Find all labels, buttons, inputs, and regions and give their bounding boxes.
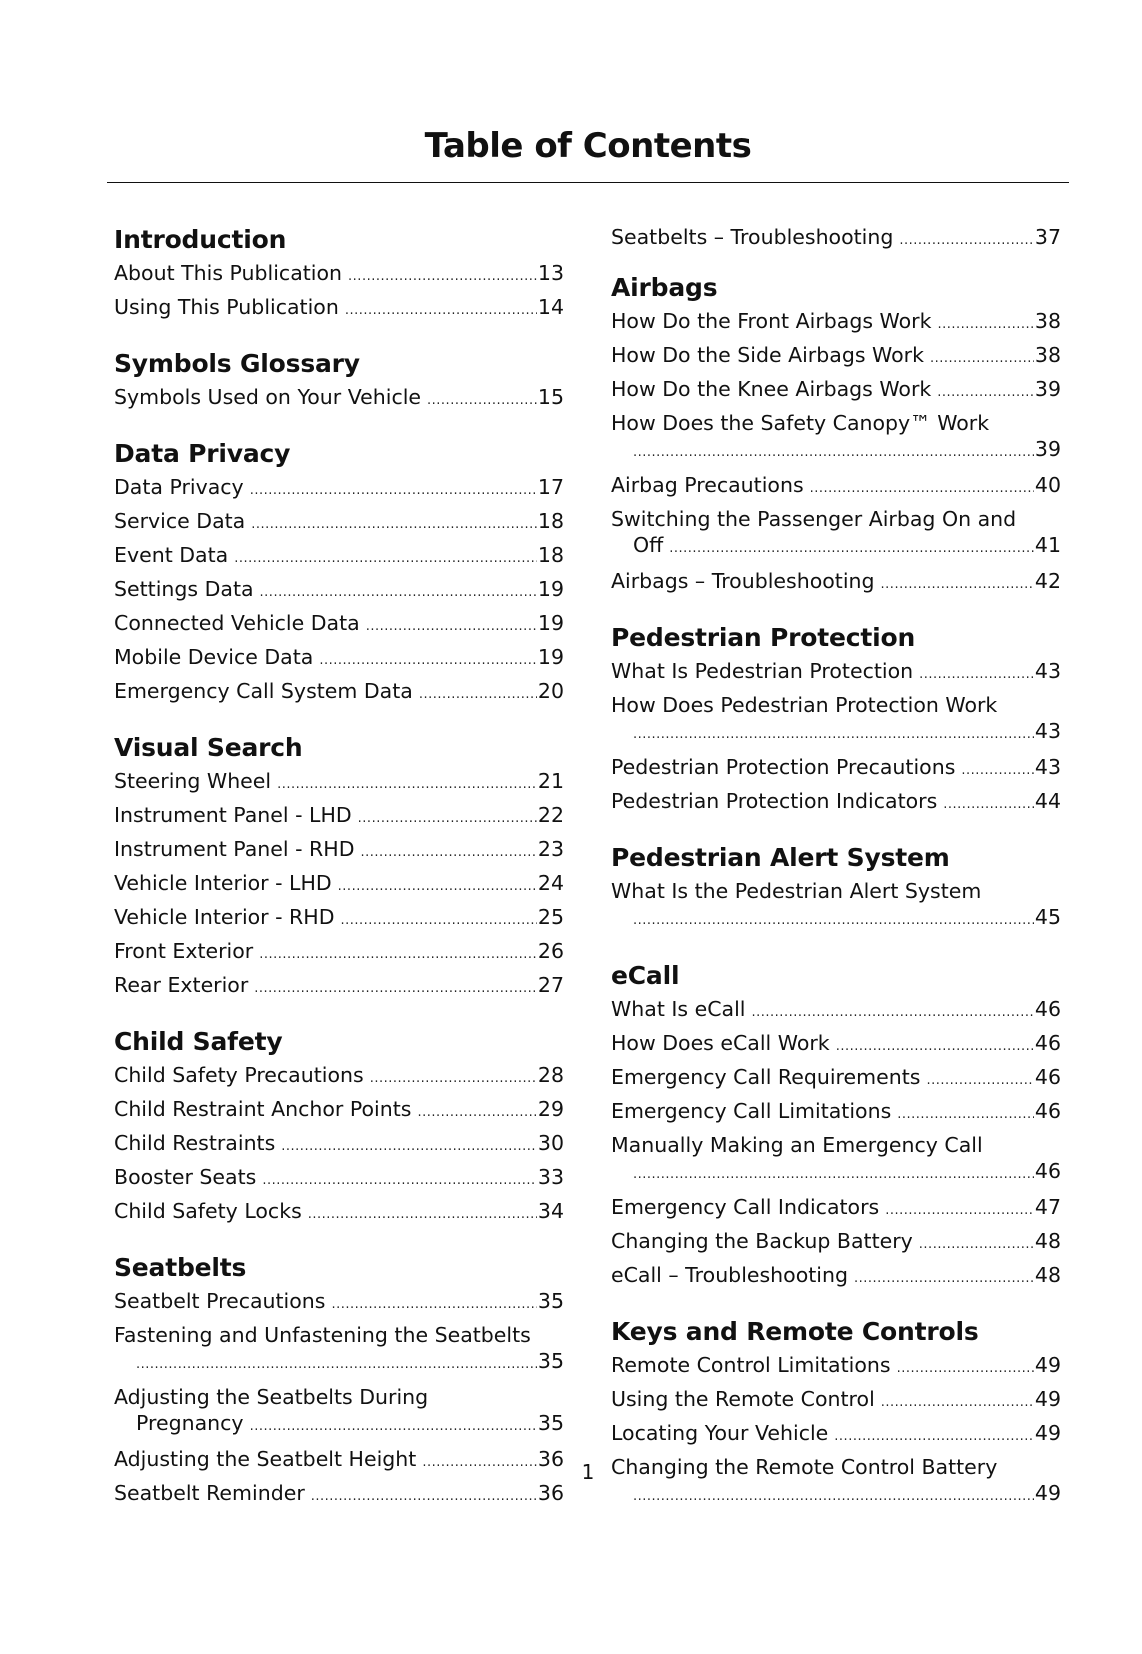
title-divider <box>107 182 1069 183</box>
dot-leader <box>752 998 1034 1028</box>
toc-entry[interactable] <box>114 902 564 936</box>
dot-leader <box>633 724 1034 746</box>
dot-leader <box>259 940 537 970</box>
toc-entry[interactable] <box>611 752 1061 786</box>
toc-entry[interactable] <box>114 1382 564 1444</box>
toc-entry[interactable] <box>611 1062 1061 1096</box>
entry-label: Switching the Passenger Airbag On and <box>611 507 1017 531</box>
toc-entry[interactable] <box>611 876 1061 938</box>
toc-entry[interactable] <box>611 1260 1061 1294</box>
entry-label: What Is Pedestrian Protection <box>611 659 914 683</box>
entry-page: 33 <box>537 1165 564 1189</box>
entry-page: 22 <box>537 803 564 827</box>
toc-entry[interactable] <box>611 656 1061 690</box>
entry-label: Symbols Used on Your Vehicle <box>114 385 422 409</box>
toc-entry[interactable] <box>611 1350 1061 1384</box>
entry-page: 46 <box>1034 997 1061 1021</box>
section-title[interactable]: Visual Search <box>114 733 303 762</box>
entry-label: How Does the Safety Canopy™ Work <box>611 411 990 435</box>
dot-leader <box>319 646 537 676</box>
section-symbols-glossary <box>114 346 564 416</box>
dot-leader <box>897 1354 1034 1384</box>
entry-label: Child Restraint Anchor Points <box>114 1097 412 1121</box>
entry-page: 47 <box>1034 1195 1061 1219</box>
entry-label: Connected Vehicle Data <box>114 611 360 635</box>
section-title[interactable]: eCall <box>611 961 680 990</box>
toc-entry[interactable] <box>611 1130 1061 1192</box>
toc-entry[interactable] <box>114 766 564 800</box>
toc-entry[interactable] <box>114 868 564 902</box>
dot-leader <box>417 1098 536 1128</box>
entry-page: 44 <box>1034 789 1061 813</box>
dot-leader <box>836 1032 1034 1062</box>
entry-label: Remote Control Limitations <box>611 1353 891 1377</box>
dot-leader <box>919 660 1034 690</box>
dot-leader <box>943 790 1034 820</box>
toc-entry[interactable] <box>114 970 564 1004</box>
entry-label: Emergency Call Limitations <box>611 1099 892 1123</box>
section-title[interactable]: Introduction <box>114 225 287 254</box>
entry-page: 27 <box>537 973 564 997</box>
dot-leader <box>899 226 1034 256</box>
entry-page: 34 <box>537 1199 564 1223</box>
entry-page: 15 <box>537 385 564 409</box>
entry-page: 42 <box>1034 569 1061 593</box>
entry-label: Rear Exterior <box>114 973 249 997</box>
toc-entry[interactable] <box>611 786 1061 820</box>
entry-page: 25 <box>537 905 564 929</box>
dot-leader <box>136 1354 537 1376</box>
entry-label: Pedestrian Protection Indicators <box>611 789 938 813</box>
entry-page: 39 <box>1034 377 1061 401</box>
section-title[interactable]: Pedestrian Protection <box>611 623 916 652</box>
dot-leader <box>345 296 537 326</box>
toc-entry[interactable] <box>611 1192 1061 1226</box>
entry-label: Child Safety Locks <box>114 1199 302 1223</box>
entry-page: 19 <box>537 577 564 601</box>
entry-page: 49 <box>1034 1387 1061 1411</box>
dot-leader <box>277 770 537 800</box>
entry-label: Airbags – Troubleshooting <box>611 569 875 593</box>
section-child-safety <box>114 1024 564 1230</box>
dot-leader <box>260 578 537 608</box>
section-data-privacy <box>114 436 564 710</box>
page-number: 1 <box>581 1460 595 1484</box>
entry-label: Service Data <box>114 509 246 533</box>
entry-page: 49 <box>1034 1353 1061 1377</box>
entry-label: Child Restraints <box>114 1131 276 1155</box>
section-seatbelts-continued <box>611 222 1061 256</box>
entry-page: 46 <box>1034 1065 1061 1089</box>
section-visual-search <box>114 730 564 1004</box>
toc-entry[interactable] <box>114 1286 564 1320</box>
dot-leader <box>854 1264 1034 1294</box>
entry-label: Pedestrian Protection Precautions <box>611 755 956 779</box>
entry-page: 19 <box>537 645 564 669</box>
dot-leader <box>254 974 537 1004</box>
entry-page: 43 <box>1034 719 1061 743</box>
entry-label: Emergency Call System Data <box>114 679 413 703</box>
toc-left-column <box>114 222 564 1532</box>
toc-entry[interactable] <box>114 292 564 326</box>
toc-entry[interactable] <box>611 1028 1061 1062</box>
entry-page: 36 <box>537 1481 564 1505</box>
dot-leader <box>338 872 537 902</box>
toc-entry[interactable] <box>114 506 564 540</box>
dot-leader <box>885 1196 1034 1226</box>
entry-page: 43 <box>1034 755 1061 779</box>
toc-entry[interactable] <box>114 834 564 868</box>
entry-page: 17 <box>537 475 564 499</box>
toc-entry[interactable] <box>114 258 564 292</box>
dot-leader <box>937 378 1034 408</box>
entry-page: 45 <box>1034 905 1061 929</box>
entry-page: 20 <box>537 679 564 703</box>
toc-entry[interactable] <box>114 1320 564 1382</box>
entry-label: Booster Seats <box>114 1165 257 1189</box>
dot-leader <box>881 1388 1034 1418</box>
section-title[interactable]: Symbols Glossary <box>114 349 360 378</box>
entry-label: How Does eCall Work <box>611 1031 830 1055</box>
dot-leader <box>633 910 1034 932</box>
dot-leader <box>358 804 537 834</box>
entry-label: Airbag Precautions <box>611 473 804 497</box>
dot-leader <box>961 756 1034 786</box>
entry-page: 43 <box>1034 659 1061 683</box>
entry-page: 37 <box>1034 225 1061 249</box>
toc-entry[interactable] <box>114 642 564 676</box>
entry-page: 49 <box>1034 1421 1061 1445</box>
entry-page: 13 <box>537 261 564 285</box>
entry-label: Manually Making an Emergency Call <box>611 1133 983 1157</box>
entry-page: 29 <box>537 1097 564 1121</box>
toc-entry[interactable] <box>114 676 564 710</box>
toc-entry[interactable] <box>611 1418 1061 1452</box>
entry-label: Using the Remote Control <box>611 1387 875 1411</box>
toc-entry[interactable] <box>114 1094 564 1128</box>
toc-entry[interactable] <box>611 1096 1061 1130</box>
entry-label: Changing the Remote Control Battery <box>611 1455 998 1479</box>
toc-entry[interactable] <box>114 382 564 416</box>
toc-entry[interactable] <box>114 540 564 574</box>
entry-label: Child Safety Precautions <box>114 1063 364 1087</box>
entry-label: Vehicle Interior - RHD <box>114 905 335 929</box>
toc-entry[interactable] <box>114 608 564 642</box>
entry-label: Seatbelt Reminder <box>114 1481 305 1505</box>
toc-entry[interactable] <box>611 994 1061 1028</box>
dot-leader <box>926 1066 1033 1096</box>
dot-leader <box>250 476 537 506</box>
entry-label: Instrument Panel - RHD <box>114 837 355 861</box>
section-pedestrian-alert <box>611 840 1061 938</box>
entry-label: Changing the Backup Battery <box>611 1229 913 1253</box>
entry-page: 35 <box>537 1289 564 1313</box>
toc-entry[interactable] <box>611 566 1061 600</box>
section-title[interactable]: Data Privacy <box>114 439 291 468</box>
entry-page: 28 <box>537 1063 564 1087</box>
toc-entry[interactable] <box>611 408 1061 470</box>
entry-label: Seatbelts – Troubleshooting <box>611 225 894 249</box>
entry-page: 19 <box>537 611 564 635</box>
entry-page: 36 <box>537 1447 564 1471</box>
entry-label: Using This Publication <box>114 295 339 319</box>
entry-page: 40 <box>1034 473 1061 497</box>
dot-leader <box>427 386 537 416</box>
toc-entry[interactable] <box>114 574 564 608</box>
toc-entry[interactable] <box>114 1128 564 1162</box>
dot-leader <box>919 1230 1034 1260</box>
entry-page: 26 <box>537 939 564 963</box>
toc-entry[interactable] <box>611 504 1061 566</box>
entry-label-cont: Pregnancy <box>136 1411 244 1435</box>
entry-label: What Is eCall <box>611 997 746 1021</box>
dot-leader <box>250 1416 537 1438</box>
entry-label: Settings Data <box>114 577 254 601</box>
toc-entry[interactable] <box>611 222 1061 256</box>
toc-entry[interactable] <box>611 340 1061 374</box>
entry-label: Adjusting the Seatbelt Height <box>114 1447 417 1471</box>
entry-page: 35 <box>537 1411 564 1435</box>
dot-leader <box>281 1132 537 1162</box>
toc-entry[interactable] <box>114 1162 564 1196</box>
entry-page: 38 <box>1034 309 1061 333</box>
entry-label: Instrument Panel - LHD <box>114 803 352 827</box>
dot-leader <box>370 1064 537 1094</box>
entry-label: Mobile Device Data <box>114 645 314 669</box>
toc-entry[interactable] <box>114 1060 564 1094</box>
section-title[interactable]: Pedestrian Alert System <box>611 843 950 872</box>
section-title[interactable]: Airbags <box>611 273 718 302</box>
entry-label: Front Exterior <box>114 939 254 963</box>
entry-label: Event Data <box>114 543 229 567</box>
entry-label: About This Publication <box>114 261 343 285</box>
dot-leader <box>311 1482 537 1512</box>
toc-entry[interactable] <box>611 1384 1061 1418</box>
dot-leader <box>341 906 537 936</box>
toc-entry[interactable] <box>114 936 564 970</box>
entry-label: eCall – Troubleshooting <box>611 1263 849 1287</box>
section-introduction <box>114 222 564 326</box>
entry-page: 18 <box>537 509 564 533</box>
dot-leader <box>897 1100 1034 1130</box>
section-title[interactable]: Seatbelts <box>114 1253 247 1282</box>
entry-page: 23 <box>537 837 564 861</box>
section-keys-remote-controls <box>611 1314 1061 1514</box>
dot-leader <box>262 1166 537 1196</box>
section-pedestrian-protection <box>611 620 1061 820</box>
dot-leader <box>234 544 537 574</box>
dot-leader <box>308 1200 537 1230</box>
entry-label: Data Privacy <box>114 475 244 499</box>
page-title: Table of Contents <box>424 126 752 166</box>
entry-label: Locating Your Vehicle <box>611 1421 829 1445</box>
entry-page: 46 <box>1034 1031 1061 1055</box>
entry-label: How Do the Front Airbags Work <box>611 309 932 333</box>
toc-entry[interactable] <box>611 374 1061 408</box>
section-title[interactable]: Keys and Remote Controls <box>611 1317 979 1346</box>
entry-page: 49 <box>1034 1481 1061 1505</box>
section-airbags <box>611 270 1061 600</box>
entry-label: How Do the Side Airbags Work <box>611 343 924 367</box>
entry-page: 24 <box>537 871 564 895</box>
entry-label: How Does Pedestrian Protection Work <box>611 693 998 717</box>
toc-entry[interactable] <box>611 690 1061 752</box>
toc-entry[interactable] <box>611 1226 1061 1260</box>
entry-page: 35 <box>537 1349 564 1373</box>
entry-page: 21 <box>537 769 564 793</box>
entry-page: 38 <box>1034 343 1061 367</box>
toc-entry[interactable] <box>611 306 1061 340</box>
entry-label: Vehicle Interior - LHD <box>114 871 332 895</box>
dot-leader <box>633 1164 1034 1186</box>
dot-leader <box>633 1486 1034 1508</box>
entry-page: 39 <box>1034 437 1061 461</box>
entry-page: 14 <box>537 295 564 319</box>
dot-leader <box>251 510 537 540</box>
entry-page: 48 <box>1034 1263 1061 1287</box>
entry-label: What Is the Pedestrian Alert System <box>611 879 982 903</box>
dot-leader <box>331 1290 536 1320</box>
entry-label: Steering Wheel <box>114 769 272 793</box>
entry-page: 46 <box>1034 1099 1061 1123</box>
dot-leader <box>348 262 537 292</box>
entry-page: 46 <box>1034 1159 1061 1183</box>
toc-entry[interactable] <box>114 1196 564 1230</box>
entry-page: 48 <box>1034 1229 1061 1253</box>
dot-leader <box>937 310 1033 340</box>
toc-entry[interactable] <box>114 800 564 834</box>
toc-right-column <box>611 222 1061 1534</box>
entry-label: Emergency Call Indicators <box>611 1195 880 1219</box>
dot-leader <box>366 612 537 642</box>
entry-label-cont: Off <box>633 533 664 557</box>
dot-leader <box>930 344 1034 374</box>
entry-label: Seatbelt Precautions <box>114 1289 326 1313</box>
toc-entry[interactable] <box>611 470 1061 504</box>
dot-leader <box>810 474 1034 504</box>
dot-leader <box>669 538 1034 560</box>
dot-leader <box>881 570 1034 600</box>
toc-entry[interactable] <box>114 472 564 506</box>
entry-page: 30 <box>537 1131 564 1155</box>
entry-label: How Do the Knee Airbags Work <box>611 377 932 401</box>
entry-page: 18 <box>537 543 564 567</box>
section-title[interactable]: Child Safety <box>114 1027 283 1056</box>
dot-leader <box>834 1422 1034 1452</box>
dot-leader <box>633 442 1034 464</box>
entry-label: Fastening and Unfastening the Seatbelts <box>114 1323 531 1347</box>
dot-leader <box>419 680 537 710</box>
dot-leader <box>361 838 537 868</box>
section-ecall <box>611 958 1061 1294</box>
entry-page: 41 <box>1034 533 1061 557</box>
entry-label: Adjusting the Seatbelts During <box>114 1385 429 1409</box>
entry-label: Emergency Call Requirements <box>611 1065 921 1089</box>
